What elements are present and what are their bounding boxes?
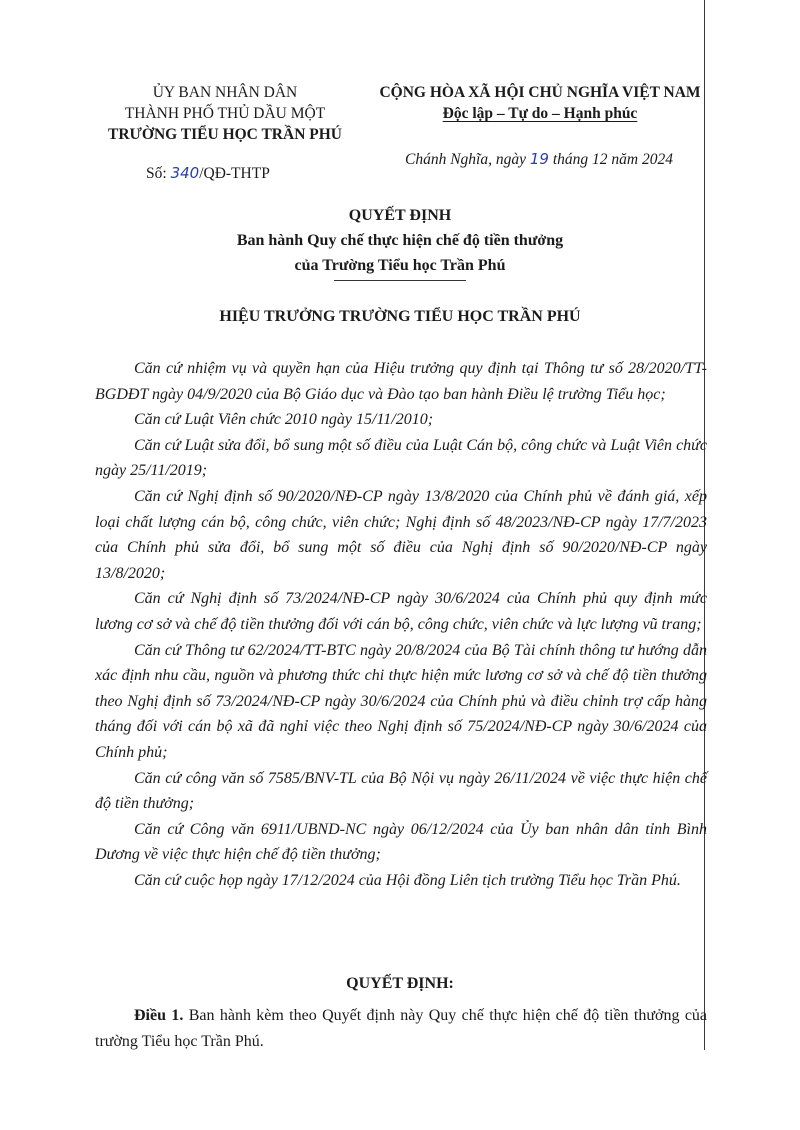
motto: Độc lập – Tự do – Hạnh phúc	[442, 105, 638, 122]
country-name: CỘNG HÒA XÃ HỘI CHỦ NGHĨA VIỆT NAM	[379, 84, 701, 101]
legal-basis-item: Căn cứ Công văn 6911/UBND-NC ngày 06/12/2024 của Ủy ban nhân dân tỉnh Bình Dương về việc thực hiện chế độ tiền thưởng;	[95, 820, 707, 864]
article-1	[95, 1003, 707, 1054]
legal-basis-item: Căn cứ Nghị định số 90/2020/NĐ-CP ngày 13/8/2020 của Chính phủ về đánh giá, xếp loại chất lượng cán bộ, công chức, viên chức; Nghị định số 48/2023/NĐ-CP ngày 17/7/2023 của Chính phủ sửa đổi, bổ sung một số điều của Nghị định số 90/2020/NĐ-CP ngày 13/8/2020;	[95, 487, 707, 582]
title-underline	[334, 280, 466, 281]
document-number-prefix: Số:	[146, 165, 167, 182]
authority-line-2: THÀNH PHỐ THỦ DẦU MỘT	[124, 105, 326, 122]
legal-basis-item: Căn cứ Nghị định số 73/2024/NĐ-CP ngày 30/6/2024 của Chính phủ quy định mức lương cơ sở và chế độ tiền thưởng đối với cán bộ, công chức, viên chức và lực lượng vũ trang;	[95, 590, 707, 633]
document-subtitle-2: của Trường Tiểu học Trần Phú	[294, 257, 506, 274]
document-title: QUYẾT ĐỊNH	[348, 207, 452, 224]
article-1-paragraph	[95, 1003, 707, 1054]
legal-basis-item: Căn cứ nhiệm vụ và quyền hạn của Hiệu trưởng quy định tại Thông tư số 28/2020/TT-BGDĐT ngày 04/9/2020 của Bộ Giáo dục và Đào tạo ban hành Điều lệ trường Tiểu học;	[95, 360, 707, 403]
date-prefix: Chánh Nghĩa, ngày	[405, 151, 526, 168]
national-motto	[365, 82, 715, 124]
authority-line-3: TRƯỜNG TIỂU HỌC TRẦN PHÚ	[108, 126, 342, 143]
date-day: 19	[529, 150, 549, 168]
legal-basis-item: Căn cứ Luật sửa đổi, bổ sung một số điều của Luật Cán bộ, công chức và Luật Viên chức ngày 25/11/2019;	[95, 436, 707, 480]
place-and-date	[405, 150, 673, 169]
article-1-label: Điều 1.	[134, 1007, 184, 1024]
article-1-text: Ban hành kèm theo Quyết định này Quy chế thực hiện chế độ tiền thưởng của trường Tiểu học Trần Phú.	[95, 1007, 708, 1050]
legal-basis-item: Căn cứ công văn số 7585/BNV-TL của Bộ Nội vụ ngày 26/11/2024 về việc thực hiện chế độ tiền thưởng;	[95, 769, 707, 813]
document-number-suffix: /QĐ-THTP	[199, 165, 270, 182]
legal-bases	[95, 356, 707, 893]
document-number-value: 340	[170, 164, 200, 182]
decision-authority: HIỆU TRƯỞNG TRƯỜNG TIỂU HỌC TRẦN PHÚ	[219, 308, 581, 325]
legal-basis-item: Căn cứ cuộc họp ngày 17/12/2024 của Hội đồng Liên tịch trường Tiểu học Trần Phú.	[134, 871, 681, 889]
issuing-authority	[90, 82, 360, 145]
document-subtitle-1: Ban hành Quy chế thực hiện chế độ tiền thưởng	[236, 232, 564, 249]
legal-basis-item: Căn cứ Luật Viên chức 2010 ngày 15/11/2010;	[134, 411, 434, 429]
decision-heading: QUYẾT ĐỊNH:	[346, 975, 454, 992]
document-number	[146, 164, 270, 183]
authority-line-1: ỦY BAN NHÂN DÂN	[152, 84, 298, 101]
legal-basis-item: Căn cứ Thông tư 62/2024/TT-BTC ngày 20/8/2024 của Bộ Tài chính thông tư hướng dẫn xác định nhu cầu, nguồn và phương thức chi thực hiện mức lương cơ sở và chế độ tiền thưởng theo Nghị định số 73/2024/NĐ-CP ngày 30/6/2024 của Chính phủ và điều chỉnh trợ cấp hàng tháng đối với cán bộ xã đã nghỉ việc theo Nghị định số 75/2024/NĐ-CP ngày 30/6/2024 của Chính phủ;	[95, 641, 707, 761]
date-suffix: tháng 12 năm 2024	[552, 151, 673, 168]
